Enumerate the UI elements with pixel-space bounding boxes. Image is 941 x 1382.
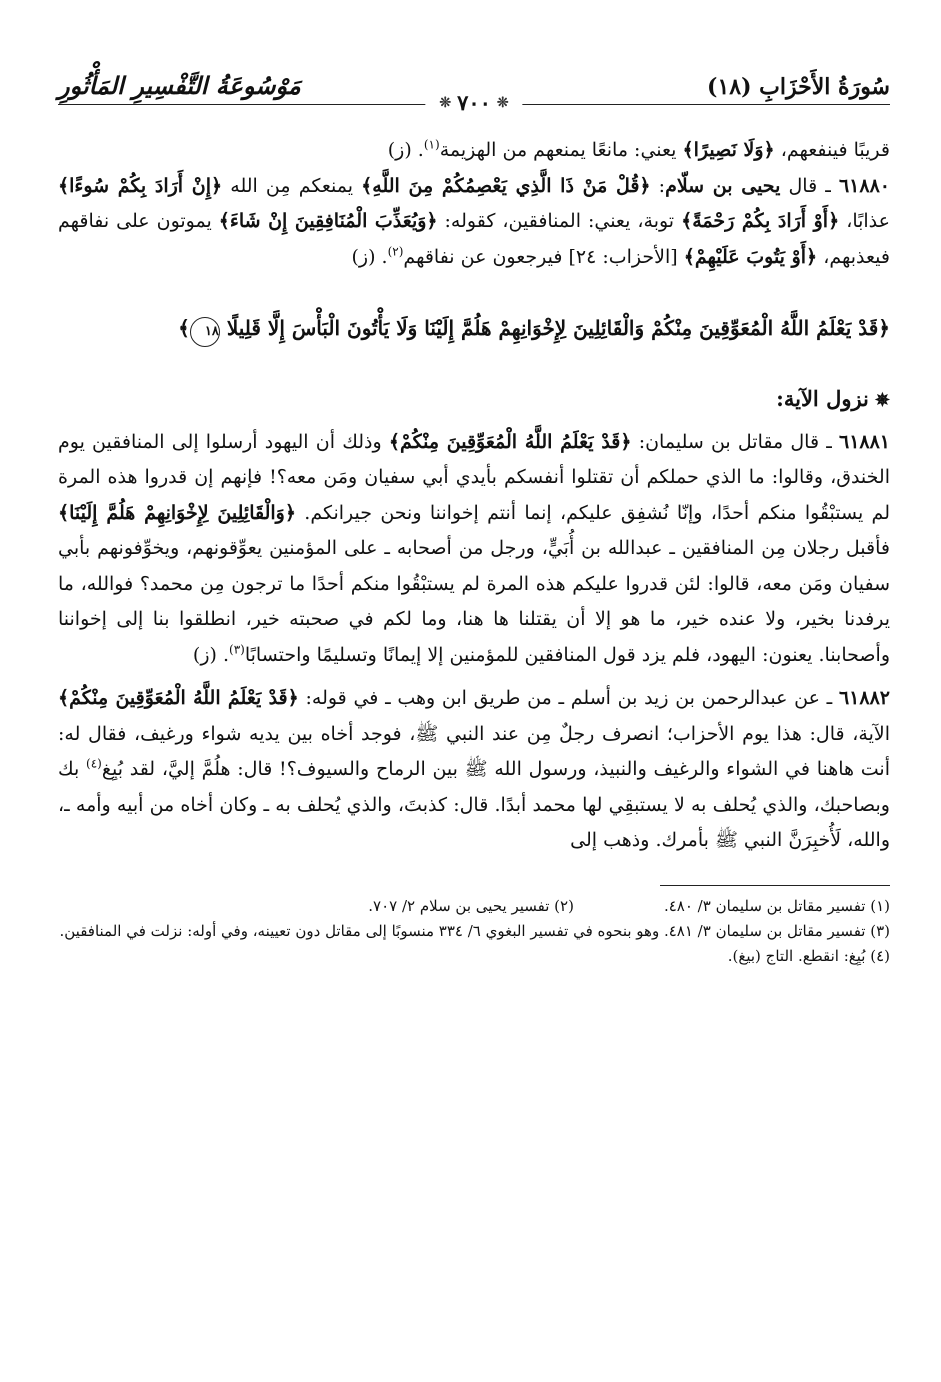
ornament-icon: ❊	[496, 94, 509, 111]
text-run: [الأحزاب: ٢٤] فيرجعون عن نفاقهم	[403, 245, 684, 268]
spacer	[58, 673, 890, 681]
text-run: ـ قال مقاتل بن سليمان:	[631, 430, 839, 453]
paragraph-61881	[58, 425, 890, 674]
book-title: مَوْسُوعَةُ التَّفْسِيرِ المَأْثُورِ	[58, 71, 301, 100]
text-run: فأقبل رجلان مِن المنافقين ـ عبدالله بن أُبَيٍّ، ورجل من أصحابه ـ على المؤمنين يعوِّقونهم، ويخوِّفونهم بأبي سفيان ومَن معه، قالوا: لئن قدروا عليكم هذه المرة لم يستبْقُوا منكم أحدًا ما ترجون مِن محمد؟ فوالله، ما يرفدنا بخير، ولا عنده خير، ما هو إلا أن يقتلنا ها هنا، وما لكم في صحبته خير، انطلقوا بنا إلى إخواننا وأصحابنا. يعنون: اليهود، فلم يزد قول المنافقين للمؤمنين إلا إيمانًا وتسليمًا واحتسابًا	[58, 537, 890, 666]
quran-quote: ﴿وَيُعَذِّبَ الْمُنَافِقِينَ إِنْ شَاءَ﴾	[218, 210, 438, 232]
quran-quote: ﴿قَدْ يَعْلَمُ اللَّهُ الْمُعَوِّقِينَ مِنْكُمْ﴾	[58, 687, 299, 709]
narrator-name: يحيى بن سلّام	[665, 174, 781, 197]
text-run: توبة، يعني: المنافقين، كقوله:	[437, 210, 682, 232]
footnote-ref[interactable]: (٤)	[86, 756, 102, 771]
footnote-2: (٢) تفسير يحيى بن سلام ٢/ ٧٠٧.	[368, 896, 574, 915]
text-run: يموتون على نفاقهم فيعذبهم،	[58, 210, 890, 268]
quran-quote: ﴿وَالْقَائِلِينَ لِإِخْوَانِهِمْ هَلُمَّ إِلَيْنَا﴾	[58, 501, 296, 524]
text-run: ـ قال	[780, 174, 839, 197]
footnote-ref[interactable]: (٢)	[387, 244, 404, 259]
paragraph-61880	[58, 169, 890, 276]
text-run: ـ عن عبدالرحمن بن زيد بن أسلم ـ من طريق ابن وهب ـ في قوله:	[298, 687, 839, 709]
text-run: وذلك أن اليهود أرسلوا إلى المنافقين يوم الخندق، وقالوا: ما الذي حملكم أن تقتلوا أنفسكم بأيدي أبي سفيان ومَن معه؟! فإنهم إن قدروا هذه المرة لم يستبْقُوا منكم أحدًا، وإنّا نُشفِق عليكم، إنما أنتم إخواننا ونحن جيرانكم.	[58, 430, 890, 524]
quran-quote: ﴿أَوْ يَتُوبَ عَلَيْهِمْ﴾	[683, 245, 818, 268]
narration-number: ٦١٨٨١	[838, 430, 891, 453]
footnote-ref[interactable]: (١)	[423, 137, 440, 152]
ayah-text: ﴿قَدْ يَعْلَمُ اللَّهُ الْمُعَوِّقِينَ مِنْكُمْ وَالْقَائِلِينَ لِإِخْوَانِهِمْ هَلُمَّ إِلَيْنَا وَلَا يَأْتُونَ الْبَأْسَ إِلَّا قَلِيلًا	[226, 316, 890, 340]
page-body	[58, 133, 890, 859]
quran-quote: ﴿قُلْ مَنْ ذَا الَّذِي يَعْصِمُكُمْ مِنَ اللَّهِ﴾	[361, 174, 651, 197]
quran-quote: ﴿قَدْ يَعْلَمُ اللَّهُ الْمُعَوِّقِينَ مِنْكُمْ﴾	[388, 430, 632, 453]
text-run: قريبًا فينفعهم،	[774, 139, 890, 161]
text-run: . (ز)	[387, 139, 424, 161]
footnote-3: (٣) تفسير مقاتل بن سليمان ٣/ ٤٨١. وهو بنحوه في تفسير البغوي ٦/ ٣٣٤ منسوبًا إلى مقاتل دون تعيينه، وفي أوله: نزلت في المنافقين.	[59, 921, 890, 940]
quran-quote: ﴿وَلَا نَصِيرًا﴾	[682, 139, 775, 161]
quran-quote: ﴿أَوْ أَرَادَ بِكُمْ رَحْمَةً﴾	[681, 210, 840, 232]
ayah-number-badge: ١٨	[190, 317, 220, 347]
text-run: يمنعكم مِن الله	[222, 174, 362, 197]
footnote-row	[58, 894, 890, 919]
footnotes	[58, 894, 890, 969]
section-heading	[58, 381, 890, 419]
page-number-box	[425, 90, 522, 115]
footnote-ref[interactable]: (٣)	[229, 642, 245, 657]
text-run: بك وبصاحبك، والذي يُحلف به لا يستبقِي لها محمد أبدًا. قال: كذبتَ، والذي يُحلف به ـ وكان أخاه من أبيه وأمه ـ، والله، لَأُخبِرَنَّ النبي ﷺ بأمرك. وذهب إلى	[58, 758, 890, 851]
header-rule	[58, 90, 890, 115]
text-run: الآية، قال: هذا يوم الأحزاب؛ انصرف رجلٌ مِن عند النبي ﷺ، فوجد أخاه بين يديه شواء ورغيف، فقال له: أنت هاهنا في الشواء والرغيف والنبيذ، ورسول الله ﷺ بين الرماح والسيوف؟! قال: هلُمَّ إليَّ، لقد بُيِغ	[58, 722, 890, 780]
footnote-1: (١) تفسير مقاتل بن سليمان ٣/ ٤٨٠.	[663, 896, 890, 915]
text-run: يعني: مانعًا يمنعهم من الهزيمة	[439, 139, 683, 161]
section-title: نزول الآية:	[776, 386, 869, 411]
ayah-close-bracket: ﴾	[178, 316, 190, 340]
paragraph-0	[58, 133, 890, 169]
text-run: :	[650, 174, 666, 197]
narration-number: ٦١٨٨٢	[838, 687, 890, 709]
ornament-icon: ❊	[439, 94, 452, 111]
surah-title: سُورَةُ الأَحْزَابِ (١٨)	[707, 74, 890, 100]
text-run: . (ز)	[351, 245, 388, 268]
text-run: . (ز)	[192, 643, 230, 666]
footnote-4: (٤) بُيِغ: انقطع. التاج (بيغ).	[727, 946, 890, 965]
text-run: عذابًا،	[839, 210, 890, 232]
footnote-divider	[660, 885, 890, 886]
star-ornament-icon: ✵	[874, 390, 890, 411]
page-number: ٧٠٠	[457, 90, 491, 115]
quran-quote: ﴿إِنْ أَرَادَ بِكُمْ سُوءًا﴾	[58, 174, 223, 197]
narration-number: ٦١٨٨٠	[838, 174, 890, 197]
paragraph-61882	[58, 681, 890, 859]
book-page	[58, 50, 890, 1350]
ayah-verse	[58, 311, 890, 347]
